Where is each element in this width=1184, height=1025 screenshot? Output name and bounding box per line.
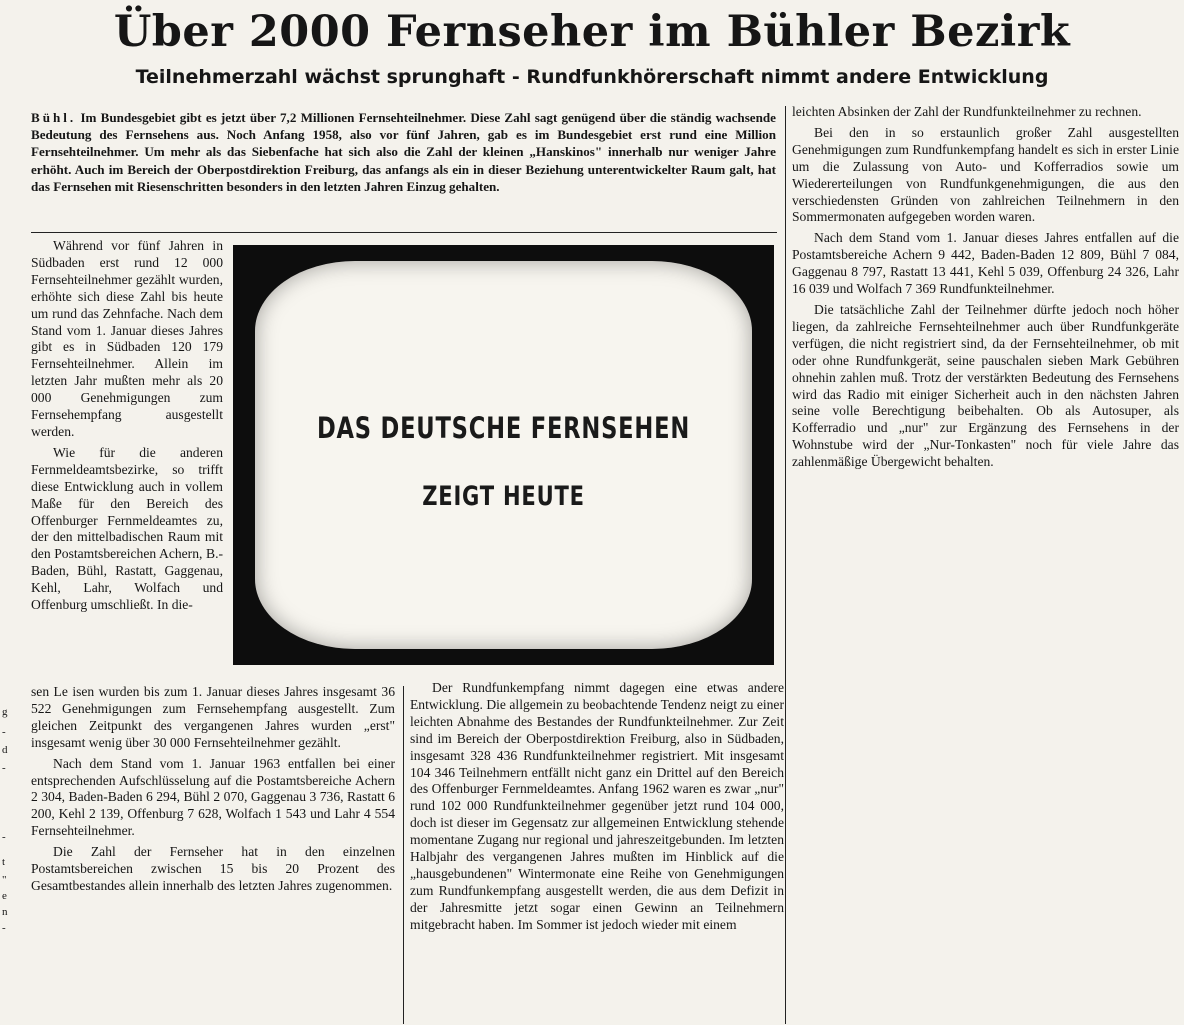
paragraph: leichten Absinken der Zahl der Rundfunkteilnehmer zu rechnen. xyxy=(792,104,1142,119)
article-column-1 xyxy=(31,238,223,618)
edge-fragment: e xyxy=(2,890,7,902)
tv-screen-photo xyxy=(233,245,774,665)
tv-screen xyxy=(255,261,752,649)
edge-fragment: g xyxy=(2,706,8,718)
edge-fragment: - xyxy=(2,726,6,738)
edge-fragment: - xyxy=(2,831,6,843)
paragraph: sen Le isen wurden bis zum 1. Januar dieses Jahres insgesamt 36 522 Genehmigungen zum Fernsehempfang ausgestellt. Zum gleichen Zeitpunkt des vergangenen Jahres wurden „erst" insgesamt wenig über 30 000 Fernsehteilnehmer gezählt. xyxy=(31,684,395,750)
headline: Über 2000 Fernseher im Bühler Bezirk xyxy=(113,7,1071,57)
paragraph: Während vor fünf Jahren in Südbaden erst rund 12 000 Fernsehteilnehmer gezählt wurden, erhöhte sich diese Zahl bis heute um rund das Zehnfache. Nach dem Stand vom 1. Januar dieses Jahres gibt es in Südbaden 120 179 Fernsehteilnehmer. Allein im letzten Jahr mußten mehr als 20 000 Genehmigungen zum Fernsehempfang ausgestellt werden. xyxy=(31,238,223,439)
lead-rule xyxy=(31,232,777,233)
lead-paragraph xyxy=(31,109,776,195)
edge-fragment: t xyxy=(2,856,6,868)
tv-caption-line-2: ZEIGT HEUTE xyxy=(422,481,585,512)
lead-text: Im Bundesgebiet gibt es jetzt über 7,2 Millionen Fernsehteilnehmer. Diese Zahl sagt genügend über die ständig wachsende Bedeutung des Fernsehens aus. Noch Anfang 1958, also vor fünf Jahren, gab es im Bundesgebiet erst rund eine Million Fernsehteilnehmer. Um mehr als das Siebenfache hat sich also die Zahl der kleinen „Hanskinos" innerhalb nur weniger Jahre erhöht. Auch im Bereich der Oberpostdirektion Freiburg, das anfangs als ein in dieser Beziehung unterentwickelter Raum galt, hat das Fernsehen mit Riesenschritten besonders in den letzten Jahren Einzug gehalten. xyxy=(31,110,776,194)
article-column-3 xyxy=(792,104,1179,475)
paragraph: Die tatsächliche Zahl der Teilnehmer dürfte jedoch noch höher liegen, da zahlreiche Fernsehteilnehmer auch über Rundfunkgeräte verfügen, die nicht registriert sind, da der Fernsehteilnehmer, ob mit oder ohne Rundfunkgerät, seine pauschalen sieben Mark Gebühren ohnehin zahlen muß. Trotz der verstärkten Bedeutung des Fernsehens wird das Radio mit einiger Sicherheit auch in den nächsten Jahren seine volle Berechtigung beibehalten. Ob als Autosuper, als Kofferradio und „nur" zur Ergänzung des Fernsehens in der Wohnstube wird der „Nur-Tonkasten" noch für viele Jahre das zahlenmäßige Übergewicht behalten. xyxy=(792,301,1179,470)
column-rule xyxy=(403,686,404,1024)
edge-fragment: d xyxy=(2,744,8,756)
paragraph: Die Zahl der Fernseher hat in den einzelnen Postamtsbereichen zwischen 15 bis 20 Prozent des Gesamtbestandes allein innerhalb des letzten Jahres zugenommen. xyxy=(31,844,395,893)
edge-fragment: n xyxy=(2,906,8,918)
article-column-1-continued xyxy=(31,684,395,899)
paragraph: Nach dem Stand vom 1. Januar 1963 entfallen bei einer entsprechenden Aufschlüsselung auf die Postamtsbereiche Achern 2 304, Baden-Baden 6 294, Bühl 2 070, Gaggenau 3 736, Rastatt 6 200, Kehl 2 139, Offenburg 7 628, Wolfach 1 543 und Lahr 4 554 Fernsehteilnehmer. xyxy=(31,755,395,839)
tv-caption-line-1: DAS DEUTSCHE FERNSEHEN xyxy=(316,411,691,445)
paragraph: Nach dem Stand vom 1. Januar dieses Jahres entfallen auf die Postamtsbereiche Achern 9 442, Baden-Baden 12 809, Bühl 7 084, Gaggenau 8 797, Rastatt 13 441, Kehl 5 039, Offenburg 24 326, Lahr 16 039 und Wolfach 7 369 Rundfunkteilnehmer. xyxy=(792,230,1179,297)
dateline: Bühl. xyxy=(31,110,77,125)
column-rule xyxy=(785,106,786,1024)
subheadline: Teilnehmerzahl wächst sprunghaft - Rundfunkhörerschaft nimmt andere Entwicklung xyxy=(135,66,1049,88)
paragraph: Bei den in so erstaunlich großer Zahl ausgestellten Genehmigungen zum Rundfunkempfang handelt es sich in erster Linie um die Zulassung von Auto- und Kofferradios sowie um Wiedererteilungen von Rundfunkgenehmigungen, die aus den verschiedensten Gründen von zahlreichen Teilnehmern in den Sommermonaten aufgegeben worden waren. xyxy=(792,124,1179,225)
edge-fragment: - xyxy=(2,922,6,934)
edge-fragment: " xyxy=(2,874,7,886)
edge-fragment: - xyxy=(2,762,6,774)
paragraph: Wie für die anderen Fernmeldeamtsbezirke, so trifft diese Entwicklung auch in vollem Maße für den Bereich des Offenburger Fernmeldeamtes zu, der den mittelbadischen Raum mit den Postamtsbereichen Achern, B.-Baden, Bühl, Rastatt, Gaggenau, Kehl, Lahr, Wolfach und Offenburg umschließt. In die- xyxy=(31,444,223,613)
paragraph: Der Rundfunkempfang nimmt dagegen eine etwas andere Entwicklung. Die allgemein zu beobachtende Tendenz neigt zu einer leichten Abnahme des Bestandes der Rundfunkteilnehmer. Zur Zeit sind im Bereich der Oberpostdirektion Freiburg, also in Südbaden, insgesamt 328 436 Rundfunkteilnehmer registriert. Mit insgesamt 104 346 Teilnehmern entfällt nicht ganz ein Drittel auf den Bereich des Offenburger Fernmeldeamtes. Anfang 1962 waren es zwar „nur" rund 102 000 Rundfunkteilnehmer gegenüber jetzt rund 104 000, doch ist dieser im Gegensatz zur allgemeinen Entwicklung stehende momentane Zugang nur regional und jahreszeitgebunden. Im letzten Halbjahr des vergangenen Jahres mußten im Hinblick auf die „hausgebundenen" Wintermonate eine Reihe von Genehmigungen zum Rundfunkempfang ausgestellt werden, die aus dem Defizit in der Jahresmitte jetzt sogar einen Gewinn an Teilnehmern mitgebracht haben. Im Sommer ist jedoch wieder mit einem xyxy=(410,680,784,932)
article-column-2 xyxy=(410,680,784,938)
